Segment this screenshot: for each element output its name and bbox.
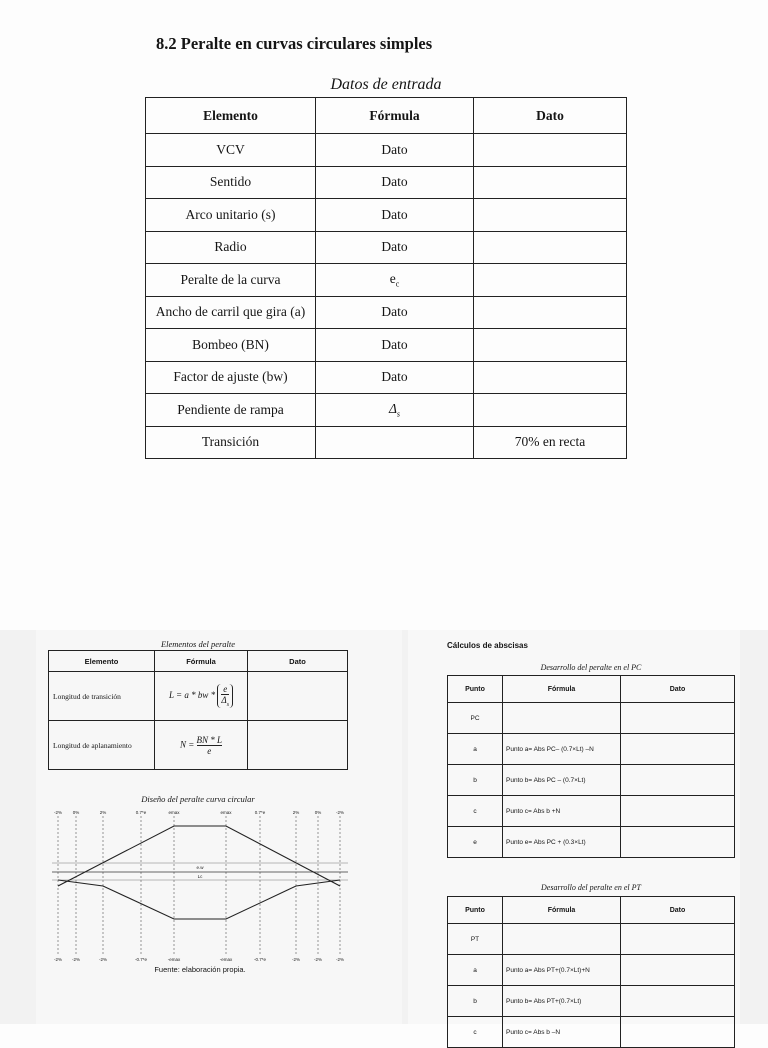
cell-formula: Punto c= Abs b +N <box>503 796 621 827</box>
top-label: 2% <box>292 810 300 815</box>
formula-symbol: Δ <box>388 400 397 416</box>
table-header-row <box>448 676 735 703</box>
cell-formula: Punto b= Abs PC – (0.7×Lt) <box>503 765 621 796</box>
elements-table <box>48 650 348 770</box>
col-header-punto: Punto <box>448 676 503 703</box>
frac-denominator <box>221 695 229 708</box>
table-row <box>146 166 627 199</box>
bottom-label: -0.7*e <box>134 957 148 962</box>
col-header-punto: Punto <box>448 897 503 924</box>
cell-punto: b <box>448 765 503 796</box>
col-header-formula: Fórmula <box>503 676 621 703</box>
cell-dato <box>621 924 735 955</box>
cell-elemento: Factor de ajuste (bw) <box>146 361 316 394</box>
cell-elemento: Peralte de la curva <box>146 264 316 297</box>
bottom-label: -2% <box>71 957 81 962</box>
cell-dato: 70% en recta <box>474 426 627 459</box>
inner-edge-profile <box>58 880 340 919</box>
cell-elemento: VCV <box>146 134 316 167</box>
pt-table-caption: Desarrollo del peralte en el PT <box>541 883 641 892</box>
table-row <box>146 231 627 264</box>
table-header-row <box>146 98 627 134</box>
pc-table-caption: Desarrollo del peralte en el PC <box>540 663 642 672</box>
table-row <box>448 703 735 734</box>
mid-label: e.w <box>196 865 204 870</box>
formula-subscript: s <box>396 409 401 419</box>
section-heading: 8.2 Peralte en curvas circulares simples <box>156 34 433 53</box>
cell-dato <box>248 672 348 721</box>
cell-elemento: Transición <box>146 426 316 459</box>
table-row <box>448 734 735 765</box>
col-header-elemento: Elemento <box>49 651 155 672</box>
col-header-dato: Dato <box>248 651 348 672</box>
table-row <box>146 394 627 427</box>
table-row <box>146 426 627 459</box>
cell-dato <box>474 166 627 199</box>
top-label: 2% <box>99 810 107 815</box>
formula-subscript: c <box>395 279 400 289</box>
cell-dato <box>621 955 735 986</box>
pc-development-table <box>447 675 735 858</box>
table-row <box>146 134 627 167</box>
abscisas-title: Cálculos de abscisas <box>447 641 528 650</box>
table-row <box>146 361 627 394</box>
cell-dato <box>474 361 627 394</box>
cell-punto: PT <box>448 924 503 955</box>
cell-dato <box>474 231 627 264</box>
bottom-label: -emax <box>167 957 181 962</box>
col-header-formula: Fórmula <box>316 98 474 134</box>
input-data-table <box>145 97 627 459</box>
table-row <box>146 199 627 232</box>
cell-dato <box>474 296 627 329</box>
frac-numerator: e <box>223 684 228 695</box>
col-header-dato: Dato <box>621 897 735 924</box>
table-row <box>146 296 627 329</box>
cell-dato <box>248 721 348 770</box>
top-label: 0.7*e <box>254 810 266 815</box>
cell-dato <box>474 394 627 427</box>
table-row <box>49 721 348 770</box>
cell-dato <box>474 134 627 167</box>
formula-fraction <box>221 684 229 708</box>
cell-formula: Dato <box>316 231 474 264</box>
cell-formula: Dato <box>316 329 474 362</box>
frac-den-symbol: Δ <box>221 695 227 706</box>
cell-formula <box>155 672 248 721</box>
top-label: 0% <box>72 810 80 815</box>
cell-dato <box>474 199 627 232</box>
table-row <box>448 827 735 858</box>
cell-dato <box>621 986 735 1017</box>
cell-formula <box>155 721 248 770</box>
col-header-formula: Fórmula <box>503 897 621 924</box>
cell-formula <box>503 703 621 734</box>
table-row <box>448 924 735 955</box>
cell-dato <box>621 734 735 765</box>
table-row <box>49 672 348 721</box>
cell-elemento: Longitud de transición <box>49 672 155 721</box>
cell-elemento: Pendiente de rampa <box>146 394 316 427</box>
cell-formula: Dato <box>316 199 474 232</box>
cell-dato <box>474 329 627 362</box>
formula-fraction <box>197 735 223 756</box>
cell-elemento: Bombeo (BN) <box>146 329 316 362</box>
cell-elemento: Arco unitario (s) <box>146 199 316 232</box>
cell-formula: Dato <box>316 166 474 199</box>
bottom-label: -2% <box>98 957 108 962</box>
cell-formula <box>316 264 474 297</box>
cell-dato <box>474 264 627 297</box>
top-label: 0.7*e <box>135 810 147 815</box>
col-header-dato: Dato <box>474 98 627 134</box>
cell-dato <box>621 1017 735 1048</box>
cell-formula <box>503 924 621 955</box>
formula-paren <box>217 684 233 708</box>
formula-lhs: N = <box>179 739 195 750</box>
pt-development-table <box>447 896 735 1048</box>
diagram-caption: Diseño del peralte curva circular <box>141 794 255 804</box>
input-table-caption: Datos de entrada <box>330 76 442 93</box>
col-header-dato: Dato <box>621 676 735 703</box>
bottom-label: -emax <box>219 957 233 962</box>
top-label: -2% <box>53 810 63 815</box>
table-row <box>146 329 627 362</box>
bottom-label: -0.7*e <box>253 957 267 962</box>
cell-punto: a <box>448 955 503 986</box>
table-row <box>448 1017 735 1048</box>
cell-elemento: Longitud de aplanamiento <box>49 721 155 770</box>
top-label: -2% <box>335 810 345 815</box>
bottom-label: -2% <box>313 957 323 962</box>
frac-numerator: BN * L <box>196 734 223 745</box>
elements-table-caption: Elementos del peralte <box>160 639 236 649</box>
bottom-label: -2% <box>53 957 63 962</box>
col-header-formula: Fórmula <box>155 651 248 672</box>
top-label: emax <box>168 810 180 815</box>
cell-dato <box>621 765 735 796</box>
formula-symbol: e <box>389 270 396 286</box>
table-header-row <box>448 897 735 924</box>
table-row <box>448 765 735 796</box>
cell-elemento: Radio <box>146 231 316 264</box>
cell-punto: c <box>448 1017 503 1048</box>
superelevation-diagram <box>48 806 352 964</box>
cell-formula <box>316 426 474 459</box>
cell-punto: a <box>448 734 503 765</box>
cell-formula: Dato <box>316 296 474 329</box>
cell-elemento: Sentido <box>146 166 316 199</box>
cell-punto: e <box>448 827 503 858</box>
top-label: emax <box>220 810 232 815</box>
cell-punto: c <box>448 796 503 827</box>
cell-dato <box>621 796 735 827</box>
cell-formula: Punto e= Abs PC + (0.3×Lt) <box>503 827 621 858</box>
cell-formula: Punto a= Abs PT+(0.7×Lt)+N <box>503 955 621 986</box>
diagram-source: Fuente: elaboración propia. <box>154 965 246 974</box>
cell-formula: Punto c= Abs b –N <box>503 1017 621 1048</box>
cell-formula: Dato <box>316 361 474 394</box>
cell-punto: PC <box>448 703 503 734</box>
top-label: 0% <box>314 810 322 815</box>
table-header-row <box>49 651 348 672</box>
cell-formula: Punto b= Abs PT+(0.7×Lt) <box>503 986 621 1017</box>
mid-label: Lc <box>197 874 203 879</box>
col-header-elemento: Elemento <box>146 98 316 134</box>
cell-dato <box>621 827 735 858</box>
frac-denominator: e <box>207 745 212 756</box>
table-row <box>448 796 735 827</box>
cell-formula <box>316 394 474 427</box>
formula-lhs: L = a * bw * <box>168 690 216 701</box>
table-row <box>448 955 735 986</box>
cell-dato <box>621 703 735 734</box>
bottom-label: -2% <box>291 957 301 962</box>
cell-formula: Punto a= Abs PC– (0.7×Lt) –N <box>503 734 621 765</box>
frac-den-subscript: s <box>226 701 230 708</box>
cell-punto: b <box>448 986 503 1017</box>
cell-elemento: Ancho de carril que gira (a) <box>146 296 316 329</box>
bottom-label: -2% <box>335 957 345 962</box>
table-row <box>448 986 735 1017</box>
cell-formula: Dato <box>316 134 474 167</box>
table-row <box>146 264 627 297</box>
